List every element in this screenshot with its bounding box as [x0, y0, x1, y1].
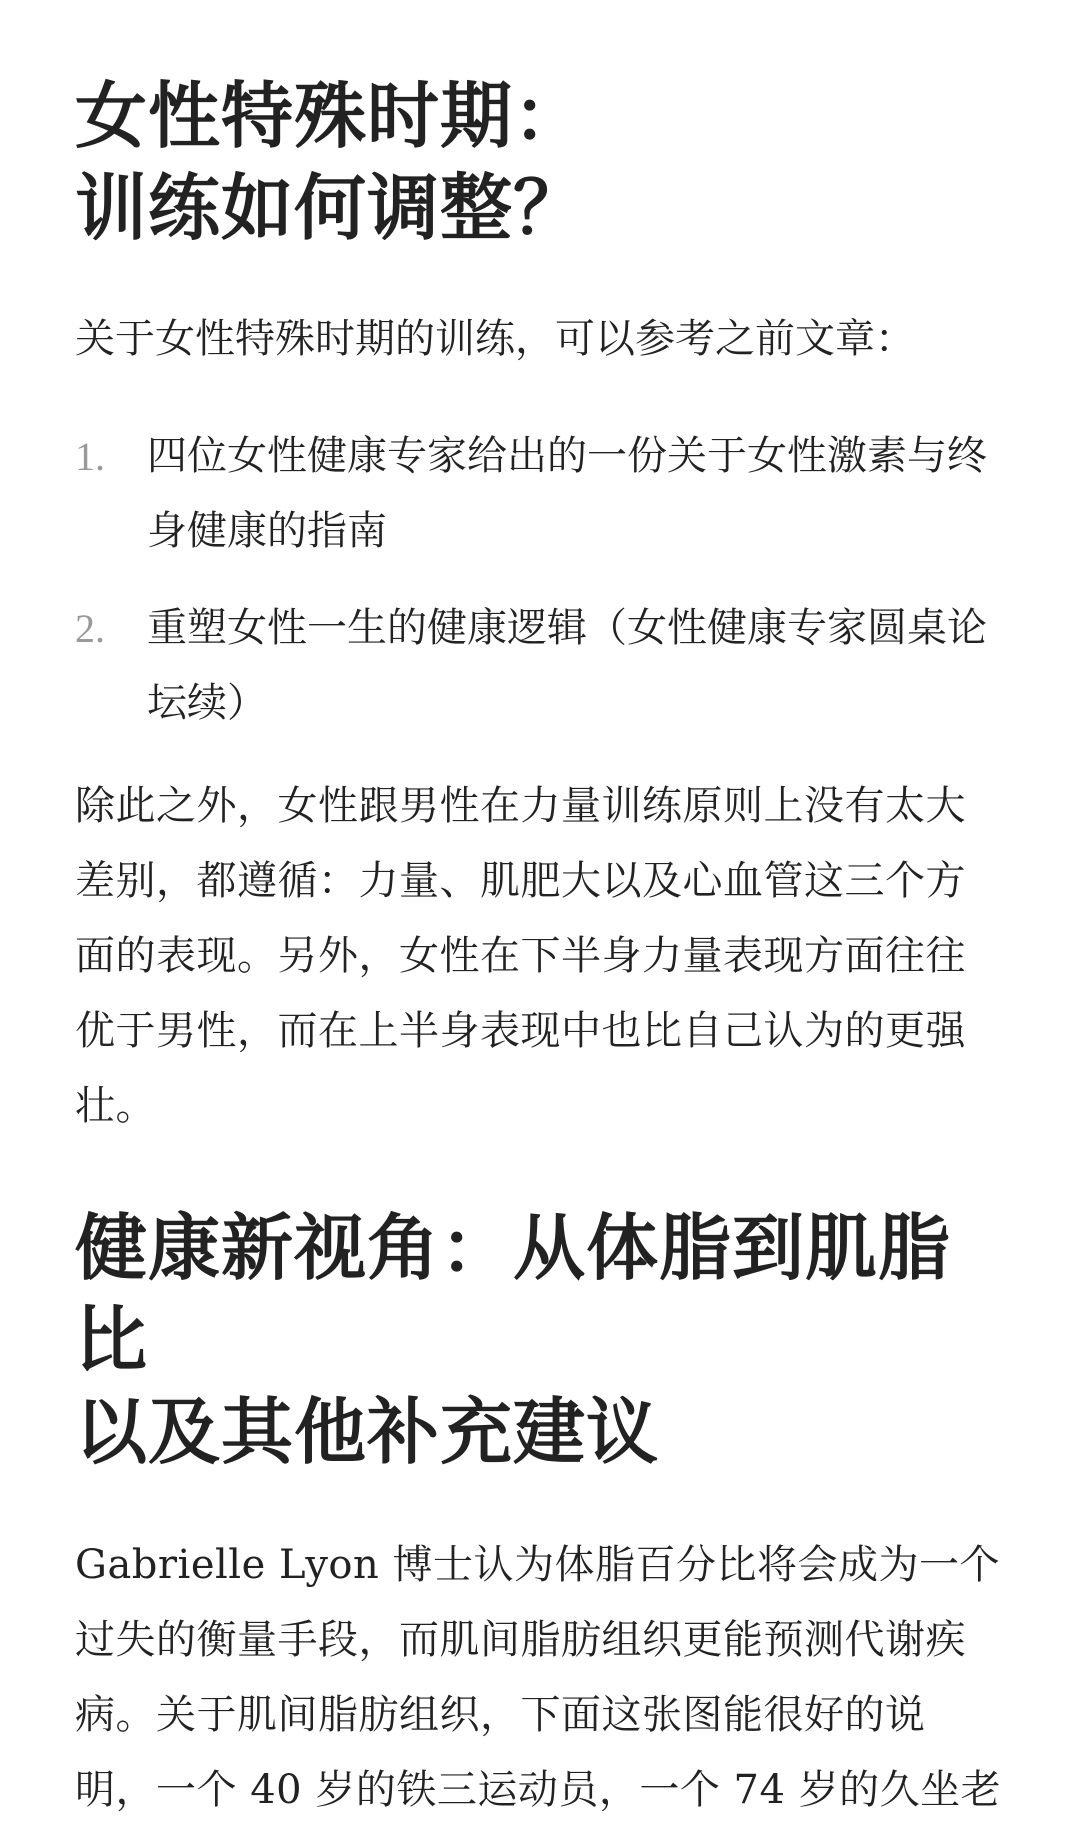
section1-intro: 关于女性特殊时期的训练，可以参考之前文章： [75, 316, 915, 362]
reference-link-hormone-guide[interactable]: 四位女性健康专家给出的一份关于女性激素与终身健康的指南 [147, 433, 987, 554]
section1-heading-line1: 女性特殊时期： [75, 73, 587, 158]
section2-paragraph: Gabrielle Lyon 博士认为体脂百分比将会成为一个过失的衡量手段，而肌间脂肪组织更能预测代谢疾病。关于肌间脂肪组织，下面这张图能很好的说明，一个 40 岁的铁三运动员，一个 74 岁的久坐老 [75, 1542, 1002, 1813]
reference-link-health-forum[interactable]: 重塑女性一生的健康逻辑（女性健康专家圆桌论坛续） [147, 605, 987, 726]
section2-heading [75, 1202, 1005, 1478]
section2-heading-line1: 健康新视角：从体脂到肌脂比 [75, 1205, 952, 1382]
reference-item [75, 419, 1005, 569]
section2-heading-line2: 以及其他补充建议 [75, 1389, 660, 1474]
reference-number: 1. [75, 434, 105, 479]
reference-number: 2. [75, 606, 105, 651]
reference-list [75, 419, 1005, 741]
section1-paragraph: 除此之外，女性跟男性在力量训练原则上没有太大差别，都遵循：力量、肌肥大以及心血管这三个方面的表现。另外，女性在下半身力量表现方面往往优于男性，而在上半身表现中也比自己认为的更强壮。 [75, 783, 966, 1129]
reference-item [75, 591, 1005, 741]
section1-heading [75, 70, 1005, 254]
section1-heading-line2: 训练如何调整？ [75, 165, 587, 250]
